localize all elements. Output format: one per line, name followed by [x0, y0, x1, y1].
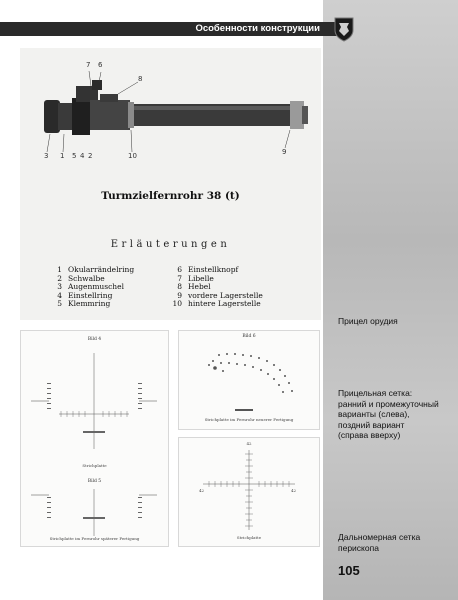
legend-item: 2 Schwalbe — [57, 273, 105, 283]
header-bar — [0, 22, 344, 36]
bild5-title: Bild 5 — [87, 479, 102, 484]
caption-line: Прицельная сетка: — [338, 388, 413, 398]
bild4-title: Bild 4 — [87, 337, 102, 342]
caption-line: перископа — [338, 542, 379, 553]
reticle-panel-late — [178, 330, 320, 430]
legend-item: 10 hintere Lagerstelle — [172, 299, 261, 309]
part-label: 2 — [88, 152, 93, 160]
legend-left — [50, 266, 134, 309]
telescope-photo — [20, 48, 321, 188]
part-label: 7 — [86, 61, 91, 69]
legend-item: 9 vordere Lagerstelle — [177, 290, 263, 300]
caption-line: Дальномерная сетка — [338, 532, 421, 542]
periscope-top-label: 42 — [246, 441, 252, 446]
periscope-left-label: 42 — [199, 488, 205, 493]
part-label: 3 — [44, 152, 49, 160]
periscope-reticle-caption: Strichplatte — [236, 535, 262, 540]
bild6-title: Bild 6 — [242, 334, 256, 339]
page-number: 105 — [338, 563, 360, 578]
part-label: 8 — [138, 75, 143, 83]
legend-item: 3 Augenmuschel — [57, 282, 124, 292]
section-title: Особенности конструкции — [195, 23, 320, 34]
scope-document — [20, 48, 321, 320]
gun-sight-caption: Прицел орудия — [338, 316, 398, 326]
legend-item: 1 Okularrändelring — [57, 265, 135, 274]
caption-line: ранний и промежуточный — [338, 398, 439, 409]
part-label: 4 — [80, 152, 85, 160]
periscope-right-label: 42 — [291, 488, 297, 493]
part-label: 10 — [128, 152, 137, 160]
reticle-caption — [338, 388, 448, 441]
reticle-panel-early — [20, 330, 169, 547]
legend-item: 6 Einstellknopf — [177, 265, 239, 274]
periscope-panel — [178, 437, 320, 547]
bild6-caption: Strichplatte im Fernrohr neuerer Fertigung — [204, 417, 294, 422]
bild4-caption: Strichplatte — [82, 463, 107, 468]
part-label: 6 — [98, 61, 103, 69]
caption-line: (справа вверху) — [338, 430, 401, 440]
legend-item: 8 Hebel — [177, 282, 211, 292]
caption-line: поздний вариант — [338, 419, 405, 430]
caption-line: варианты (слева), — [338, 409, 410, 419]
part-label: 5 — [72, 152, 77, 160]
bild5-caption: Strichplatte im Fernrohr späterer Fertigung — [49, 536, 140, 541]
reticle-early-drawing — [21, 331, 168, 546]
legend-right — [170, 266, 263, 309]
periscope-caption — [338, 532, 448, 553]
wot-shield-logo-icon — [333, 16, 355, 42]
legend-item: 5 Klemmring — [57, 299, 111, 309]
part-label: 1 — [60, 152, 65, 160]
legend-item: 4 Einstellring — [57, 290, 113, 300]
sidebar — [323, 0, 458, 600]
reticle-late-drawing — [179, 331, 319, 429]
legend-heading: Erläuterungen — [110, 239, 231, 250]
legend-item: 7 Libelle — [177, 273, 214, 283]
scope-caption: Turmzielfernrohr 38 (t) — [101, 190, 240, 202]
part-label: 9 — [282, 148, 287, 156]
